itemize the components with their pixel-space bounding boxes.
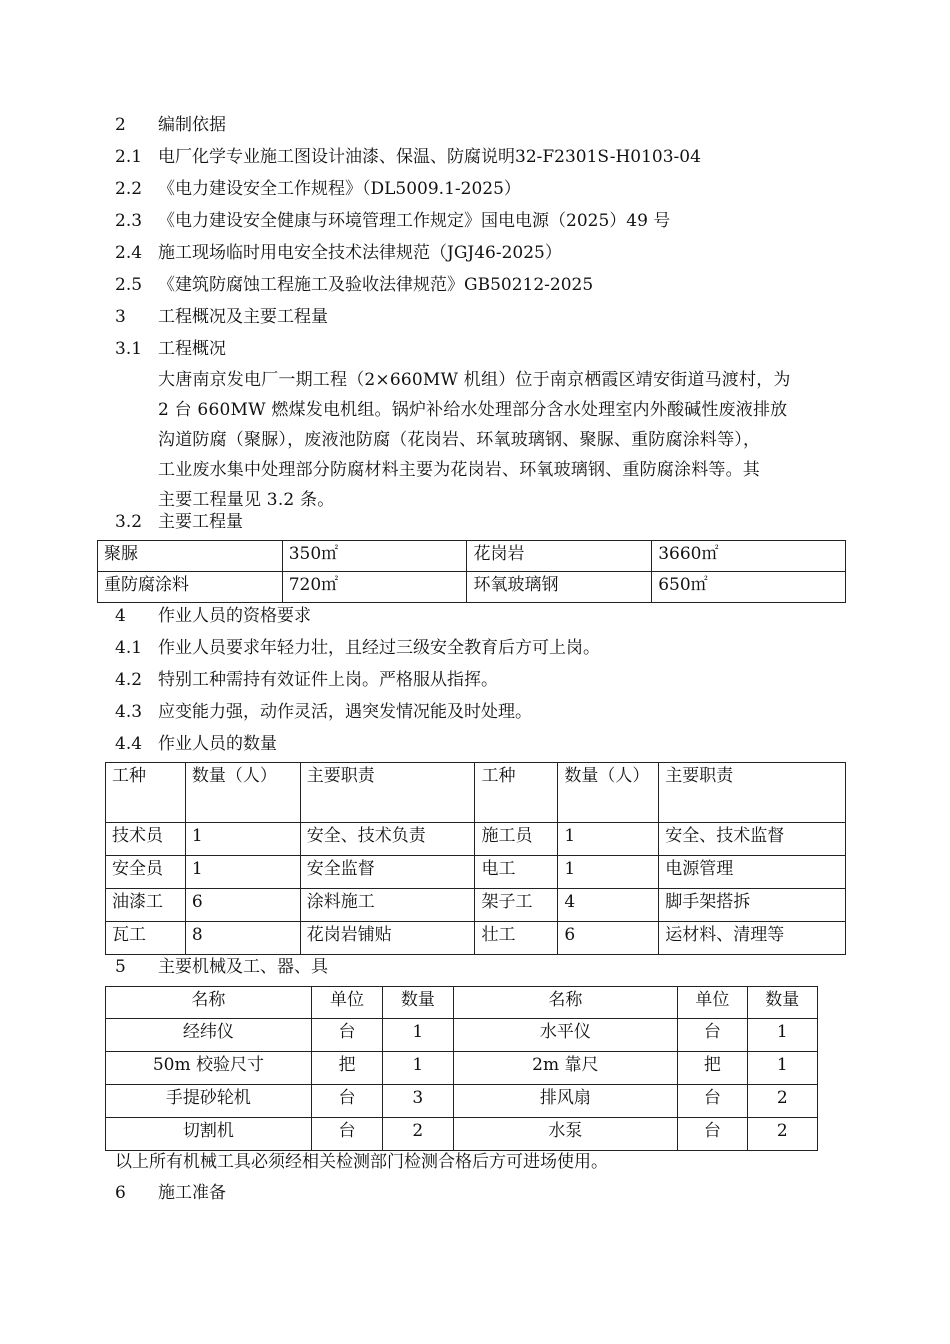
table-row: [98, 572, 846, 603]
table-cell: 台: [311, 1085, 382, 1118]
section-number: 4.4: [115, 734, 143, 754]
table-cell: 涂料施工: [300, 889, 475, 922]
table-cell: 电源管理: [659, 856, 846, 889]
section-number: 2: [115, 115, 126, 135]
header-cell: 工种: [106, 763, 186, 823]
table-cell: 3660㎡: [652, 541, 846, 572]
tools-table: [105, 986, 818, 1151]
table-row: [106, 1019, 818, 1052]
table-cell: 把: [678, 1052, 747, 1085]
table-row: [98, 541, 846, 572]
header-cell: 名称: [453, 987, 678, 1019]
section-title: 作业人员的资格要求: [158, 606, 311, 626]
section-title: 主要工程量: [158, 512, 243, 532]
table-cell: 瓦工: [106, 922, 186, 955]
table-cell: 2: [383, 1118, 453, 1151]
section-text: 《电力建设安全工作规程》（DL5009.1-2025）: [158, 179, 521, 199]
table-cell: 2: [747, 1118, 817, 1151]
section-number: 2.5: [115, 275, 143, 295]
section-title: 工程概况: [158, 339, 226, 359]
section-text: 作业人员的数量: [158, 734, 277, 754]
table-row: [106, 889, 846, 922]
table-cell: 安全员: [106, 856, 186, 889]
section-number: 3: [115, 307, 126, 327]
table-cell: 台: [678, 1085, 747, 1118]
table-cell: 1: [383, 1019, 453, 1052]
table-row: [106, 856, 846, 889]
section-number: 3.1: [115, 339, 143, 359]
table-cell: 2: [747, 1085, 817, 1118]
paragraph-line: 沟道防腐（聚脲），废液池防腐（花岗岩、环氧玻璃钢、聚脲、重防腐涂料等），: [158, 430, 761, 450]
table-row: [106, 1118, 818, 1151]
table-cell: 运材料、清理等: [659, 922, 846, 955]
table-cell: 1: [185, 856, 300, 889]
table-cell: 4: [558, 889, 659, 922]
section-number: 4.2: [115, 670, 143, 690]
header-cell: 主要职责: [300, 763, 475, 823]
table-cell: 1: [747, 1019, 817, 1052]
table-cell: 1: [558, 856, 659, 889]
table-cell: 350㎡: [282, 541, 467, 572]
header-cell: 工种: [475, 763, 558, 823]
paragraph-line: 2 台 660MW 燃煤发电机组。锅炉补给水处理部分含水处理室内外酸碱性废液排放: [158, 400, 788, 420]
table-row: [106, 922, 846, 955]
overview-paragraph: [158, 365, 858, 515]
header-cell: 数量: [747, 987, 817, 1019]
table-cell: 水平仪: [453, 1019, 678, 1052]
table-row: [106, 1052, 818, 1085]
table-cell: 聚脲: [98, 541, 283, 572]
table-cell: 1: [558, 823, 659, 856]
header-cell: 主要职责: [659, 763, 846, 823]
table-cell: 1: [383, 1052, 453, 1085]
table-cell: 花岗岩铺贴: [300, 922, 475, 955]
table-cell: 施工员: [475, 823, 558, 856]
table-cell: 50m 校验尺寸: [106, 1052, 312, 1085]
table-cell: 架子工: [475, 889, 558, 922]
table-cell: 8: [185, 922, 300, 955]
table-header-row: [106, 763, 846, 823]
section-text: 特别工种需持有效证件上岗。严格服从指挥。: [158, 670, 498, 690]
table-cell: 台: [311, 1118, 382, 1151]
section-text: 《电力建设安全健康与环境管理工作规定》国电电源（2025）49 号: [158, 211, 671, 231]
tools-note: 以上所有机械工具必须经相关检测部门检测合格后方可进场使用。: [115, 1152, 608, 1172]
section-number: 3.2: [115, 512, 143, 532]
table-cell: 水泵: [453, 1118, 678, 1151]
section-number: 4: [115, 606, 126, 626]
table-row: [106, 1085, 818, 1118]
section-text: 施工现场临时用电安全技术法律规范（JGJ46-2025）: [158, 243, 562, 263]
section-title: 编制依据: [158, 115, 226, 135]
table-cell: 环氧玻璃钢: [467, 572, 652, 603]
section-number: 2.3: [115, 211, 143, 231]
table-cell: 6: [185, 889, 300, 922]
table-cell: 切割机: [106, 1118, 312, 1151]
section-number: 4.3: [115, 702, 143, 722]
paragraph-line: 大唐南京发电厂一期工程（2×660MW 机组）位于南京栖霞区靖安街道马渡村，为: [158, 370, 791, 390]
table-cell: 经纬仪: [106, 1019, 312, 1052]
section-number: 2.2: [115, 179, 143, 199]
table-cell: 台: [678, 1019, 747, 1052]
paragraph-line: 工业废水集中处理部分防腐材料主要为花岗岩、环氧玻璃钢、重防腐涂料等。其: [158, 460, 760, 480]
section-title: 工程概况及主要工程量: [158, 307, 328, 327]
table-cell: 台: [311, 1019, 382, 1052]
section-text: 作业人员要求年轻力壮，且经过三级安全教育后方可上岗。: [158, 638, 600, 658]
header-cell: 单位: [311, 987, 382, 1019]
table-cell: 电工: [475, 856, 558, 889]
header-cell: 数量（人）: [558, 763, 659, 823]
header-cell: 单位: [678, 987, 747, 1019]
table-cell: 安全监督: [300, 856, 475, 889]
table-cell: 安全、技术负责: [300, 823, 475, 856]
table-cell: 花岗岩: [467, 541, 652, 572]
table-cell: 650㎡: [652, 572, 846, 603]
table-cell: 油漆工: [106, 889, 186, 922]
table-cell: 手提砂轮机: [106, 1085, 312, 1118]
paragraph-line: 主要工程量见 3.2 条。: [158, 490, 335, 510]
table-cell: 技术员: [106, 823, 186, 856]
header-cell: 数量（人）: [185, 763, 300, 823]
table-cell: 排风扇: [453, 1085, 678, 1118]
table-cell: 6: [558, 922, 659, 955]
header-cell: 数量: [383, 987, 453, 1019]
section-number: 4.1: [115, 638, 143, 658]
table-cell: 1: [185, 823, 300, 856]
table-cell: 720㎡: [282, 572, 467, 603]
table-cell: 台: [678, 1118, 747, 1151]
table-cell: 3: [383, 1085, 453, 1118]
section-text: 应变能力强，动作灵活，遇突发情况能及时处理。: [158, 702, 532, 722]
section-number: 2.4: [115, 243, 143, 263]
section-text: 电厂化学专业施工图设计油漆、保温、防腐说明32-F2301S-H0103-04: [158, 147, 701, 167]
header-cell: 名称: [106, 987, 312, 1019]
table-cell: 重防腐涂料: [98, 572, 283, 603]
table-cell: 壮工: [475, 922, 558, 955]
section-number: 6: [115, 1183, 126, 1203]
table-header-row: [106, 987, 818, 1019]
section-title: 主要机械及工、器、具: [158, 957, 328, 977]
table-cell: 把: [311, 1052, 382, 1085]
table-cell: 1: [747, 1052, 817, 1085]
table-cell: 脚手架搭拆: [659, 889, 846, 922]
section-title: 施工准备: [158, 1183, 226, 1203]
table-cell: 2m 靠尺: [453, 1052, 678, 1085]
staff-table: [105, 762, 846, 955]
quantities-table: [97, 540, 846, 603]
section-number: 5: [115, 957, 126, 977]
section-number: 2.1: [115, 147, 143, 167]
section-text: 《建筑防腐蚀工程施工及验收法律规范》GB50212-2025: [158, 275, 594, 295]
table-row: [106, 823, 846, 856]
table-cell: 安全、技术监督: [659, 823, 846, 856]
